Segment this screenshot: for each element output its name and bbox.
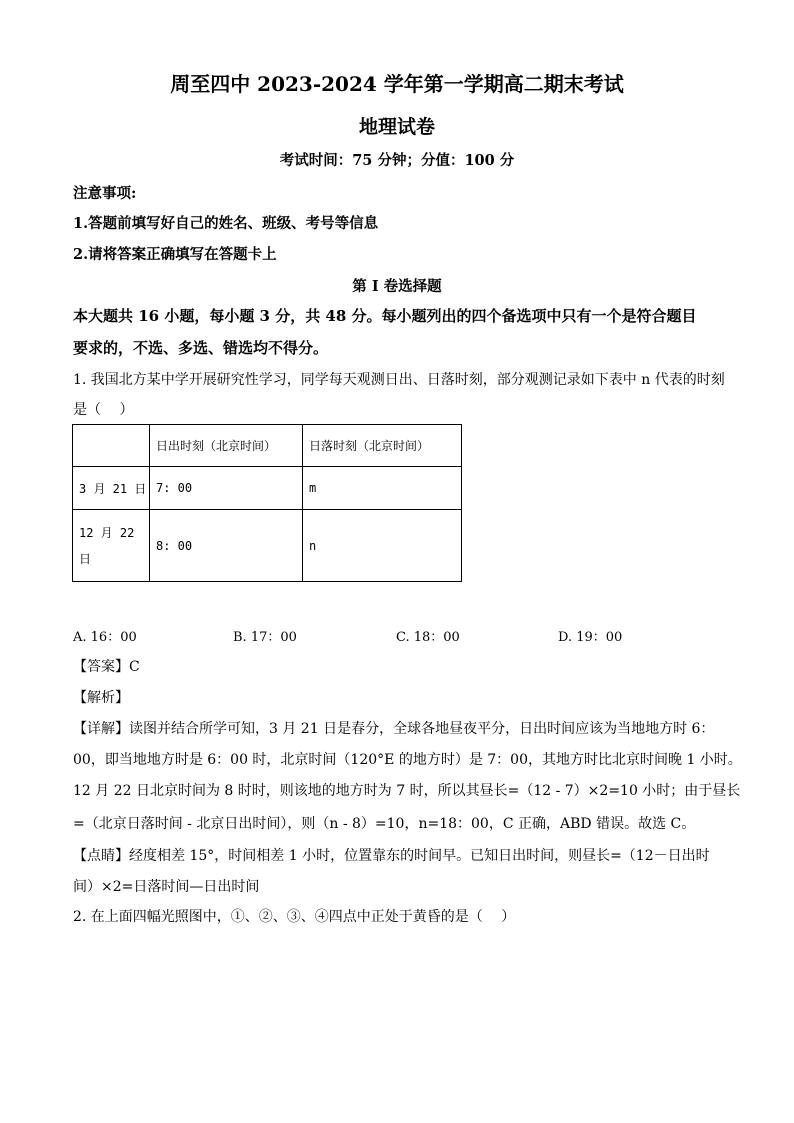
section-instructions-1: 本大题共 16 小题，每小题 3 分，共 48 分。每小题列出的四个备选项中只有一个是符合题目 (73, 307, 697, 325)
table-cell (73, 510, 150, 582)
table-cell: n (303, 510, 462, 582)
exam-meta: 考试时间：75 分钟；分值：100 分 (279, 152, 515, 169)
q2-stem: 2. 在上面四幅光照图中，①、②、③、④四点中正处于黄昏的是（ ） (73, 909, 516, 925)
observation-table (72, 424, 462, 582)
notes-item-2: 2.请将答案正确填写在答题卡上 (73, 246, 277, 263)
section-title: 第 I 卷选择题 (352, 278, 442, 295)
table-cell-text-cont: 日 (79, 551, 92, 566)
table-header-cell (73, 425, 150, 467)
q1-option-d: D. 19：00 (558, 630, 623, 645)
q1-detail-line-1: 【详解】读图并结合所学可知，3 月 21 日是春分，全球各地昼夜平分，日出时间应该为当地地方时 6： (73, 721, 715, 737)
q1-tip-line-1: 【点睛】经度相差 15°，时间相差 1 小时，位置靠东的时间早。已知日出时间，则昼长=（12－日出时 (73, 848, 710, 864)
table-header-row (73, 425, 462, 467)
section-instructions-2: 要求的，不选、多选、错选均不得分。 (73, 339, 329, 357)
q1-detail-line-2: 00，即当地地方时是 6：00 时，北京时间（120°E 的地方时）是 7：00，其地方时比北京时间晚 1 小时。 (73, 752, 742, 768)
table-row (73, 510, 462, 582)
table-cell: 7: 00 (150, 467, 303, 510)
q1-stem-line-1: 1. 我国北方某中学开展研究性学习，同学每天观测日出、日落时刻，部分观测记录如下表中 n 代表的时刻 (73, 372, 725, 388)
q1-option-a: A. 16：00 (73, 630, 137, 645)
q1-detail-line-4: =（北京日落时间 - 北京日出时间），则（n - 8）=10，n=18：00，C 正确，ABD 错误。故选 C。 (73, 816, 696, 832)
table-row (73, 467, 462, 510)
exam-title: 周至四中 2023-2024 学年第一学期高二期末考试 (170, 72, 624, 96)
table-cell: 3 月 21 日 (73, 467, 150, 510)
exam-subject: 地理试卷 (358, 116, 435, 138)
q1-tip-line-2: 间）×2=日落时间—日出时间 (73, 879, 260, 895)
q1-option-b: B. 17：00 (233, 630, 297, 645)
table-cell: m (303, 467, 462, 510)
q1-answer: 【答案】C (73, 659, 140, 675)
table-header-cell: 日出时刻（北京时间） (150, 425, 303, 467)
q1-option-c: C. 18：00 (396, 630, 460, 645)
table-header-cell: 日落时刻（北京时间） (303, 425, 462, 467)
notes-heading: 注意事项: (73, 185, 137, 202)
q1-stem-line-2: 是（ ） (73, 402, 134, 418)
notes-item-1: 1.答题前填写好自己的姓名、班级、考号等信息 (73, 215, 379, 232)
table-cell: 8: 00 (150, 510, 303, 582)
q1-detail-line-3: 12 月 22 日北京时间为 8 时时，则该地的地方时为 7 时，所以其昼长=（12 - 7）×2=10 小时；由于昼长 (73, 783, 741, 799)
q1-analysis-heading: 【解析】 (73, 690, 129, 706)
table-cell-text: 12 月 22 (79, 525, 135, 540)
